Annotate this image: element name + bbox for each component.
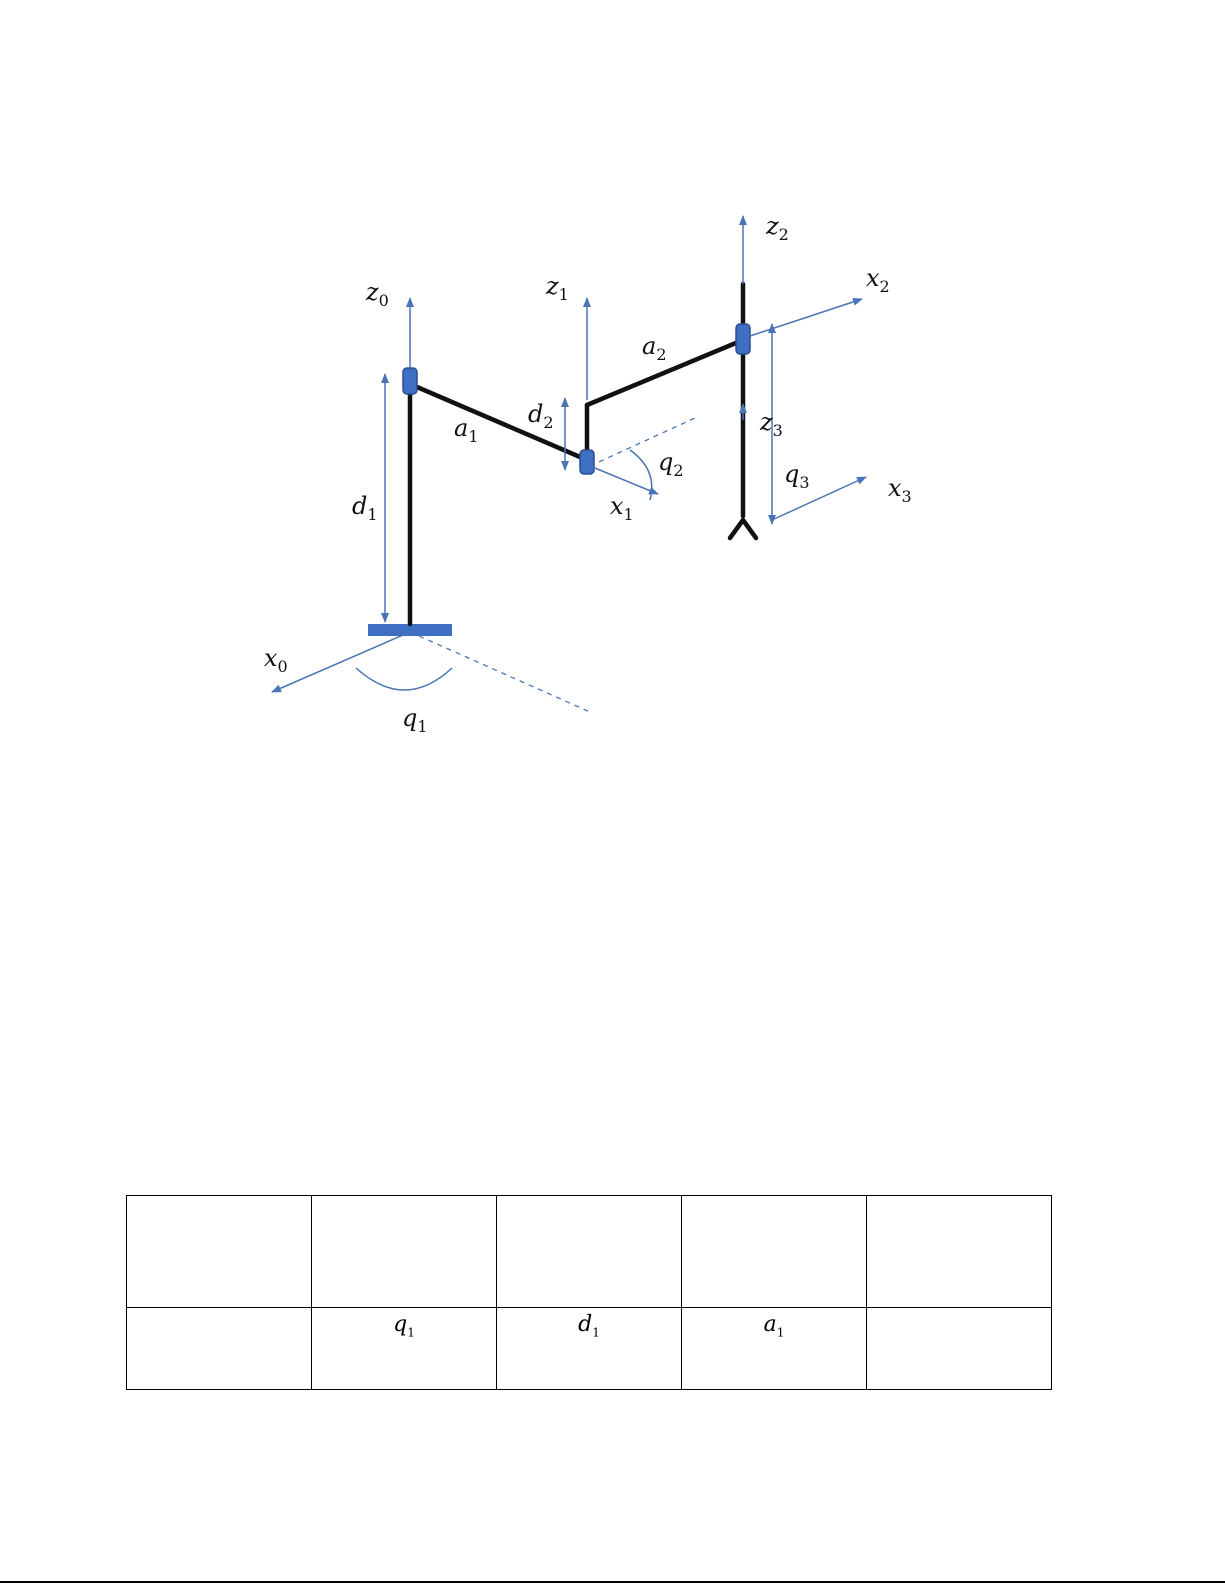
label-q2: $q_2$ [658, 448, 684, 480]
table-header-cell [867, 1196, 1052, 1308]
q1-angle-arc [356, 668, 452, 690]
base-reference-dashed-line [410, 632, 590, 712]
dh-parameter-table [126, 1195, 1052, 1390]
label-z2: $z_2$ [766, 212, 789, 244]
label-x2: $x_2$ [866, 264, 890, 296]
table-cell [127, 1308, 312, 1390]
label-x3: $x_3$ [888, 474, 912, 506]
table-cell-q1: $q_1$ [312, 1308, 497, 1390]
label-z0: $z_0$ [366, 278, 389, 310]
joint-3 [736, 324, 750, 354]
joint2-reference-dashed-line [590, 418, 695, 466]
end-effector-gripper [730, 520, 756, 538]
robot-arm-diagram [0, 0, 1225, 780]
table-header-cell [682, 1196, 867, 1308]
label-q1: $q_1$ [402, 704, 428, 736]
label-x0: $x_0$ [264, 644, 288, 676]
label-d2: $d_2$ [528, 400, 554, 432]
label-z3: $z_3$ [760, 408, 783, 440]
page-bottom-rule [0, 1581, 1225, 1583]
table-cell [867, 1308, 1052, 1390]
table-header-cell [312, 1196, 497, 1308]
table-header-cell [497, 1196, 682, 1308]
x0-axis-arrow [272, 632, 410, 692]
label-a2: $a_2$ [642, 332, 667, 364]
label-x1: $x_1$ [610, 492, 634, 524]
q2-angle-arc [630, 450, 652, 500]
table-header-row [127, 1196, 1052, 1308]
table-row [127, 1308, 1052, 1390]
table-header-cell [127, 1196, 312, 1308]
label-d1: $d_1$ [352, 492, 378, 524]
link-a1 [410, 384, 587, 460]
label-q3: $q_3$ [784, 460, 810, 492]
x2-axis-arrow [750, 299, 862, 336]
label-z1: $z_1$ [546, 272, 569, 304]
joint-2 [580, 450, 594, 474]
joint-1 [403, 368, 417, 394]
table-cell-a1: $a_1$ [682, 1308, 867, 1390]
table-cell-d1: $d_1$ [497, 1308, 682, 1390]
label-a1: $a_1$ [454, 414, 479, 446]
